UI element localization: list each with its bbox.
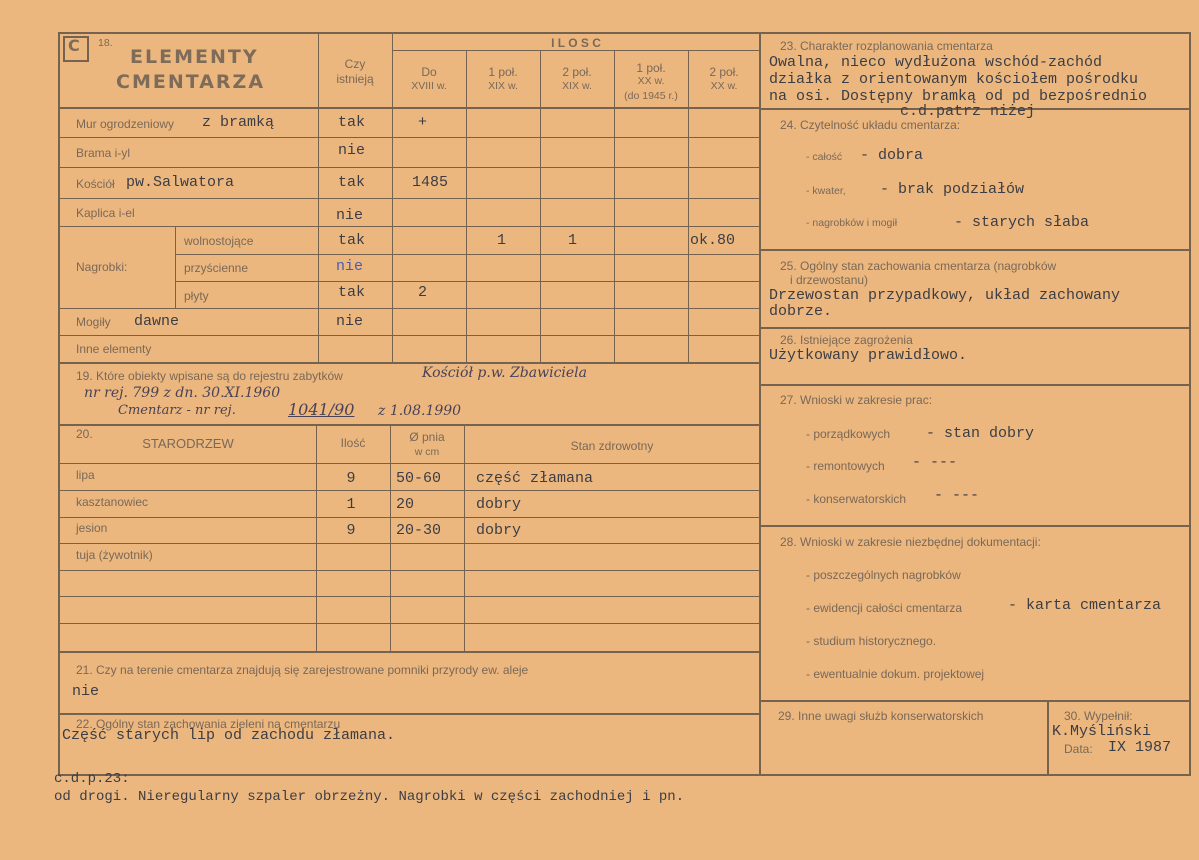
s23-line1: Owalna, nieco wydłużona wschód-zachód [769,54,1103,71]
s19-label: 19. Które obiekty wpisane są do rejestru zabytków [76,369,343,383]
col-istnieja: istnieją [336,72,374,86]
col-1pol-xix: 1 poł. [488,65,518,79]
section-number: 18. [98,37,113,49]
row-plyty-label: płyty [184,289,209,303]
tree-stan: dobry [476,496,522,513]
tree-name: jesion [76,521,108,535]
s21-answer: nie [72,683,100,700]
row-wolnostojace-1pol-xix: 1 [497,232,507,249]
col-1pol-xx: 1 poł. [636,61,666,75]
s19-hw-line1: Kościół p.w. Zbawiciela [422,365,587,381]
s19-hw-line3c: z 1.08.1990 [378,403,462,419]
row-wolnostojace-2pol-xix: 1 [568,232,578,249]
tree-pnia: 50-60 [396,470,442,487]
s30-label: 30. Wypełnił: [1064,709,1133,723]
s26-label: 26. Istniejące zagrożenia [780,333,913,347]
col-1pol-xx-note: (do 1945 r.) [624,90,678,102]
row-kaplica-czy: nie [336,207,364,224]
row-plyty-do-xviii: 2 [418,284,428,301]
s29-label: 29. Inne uwagi służb konserwatorskich [778,709,984,723]
s19-hw-line3a: Cmentarz - nr rej. [118,403,236,418]
tree-name: tuja (żywotnik) [76,548,153,562]
footer-line2: od drogi. Nieregularny szpaler obrzeżny. Nagrobki w części zachodniej i pn. [54,789,685,805]
s20-title: STARODRZEW [142,436,234,451]
s20-num: 20. [76,427,93,441]
s24-kwater-val: - brak podziałów [880,181,1025,198]
s19-hw-line2: nr rej. 799 z dn. 30.XI.1960 [84,385,281,401]
s22-label: 22. Ogólny stan zachowania zieleni na cmentarzu [76,717,341,731]
tree-ilosc: 9 [346,470,356,487]
tree-ilosc: 1 [346,496,356,513]
row-wolnostojace-label: wolnostojące [184,234,254,248]
row-brama-czy: nie [338,142,366,159]
s23-line2: działka z orientowanym kościołem pośrodku [769,71,1139,88]
tree-name: lipa [76,468,95,482]
s28-item4: - ewentualnie dokum. projektowej [806,667,985,681]
s19-hw-line3b: 1041/90 [288,400,355,419]
s24-calosc-val: - dobra [860,147,924,164]
s22-answer: Część starych lip od zachodu złamana. [62,727,396,744]
s20-col-pnia: Ø pnia [409,430,445,444]
row-brama-label: Brama i-yl [76,146,131,160]
s27-kons-label: - konserwatorskich [806,492,907,506]
s25-line2: dobrze. [769,303,833,320]
s23-line3: na osi. Dostępny bramką od pd bezpośrednio [769,88,1148,105]
row-nagrobki-label: Nagrobki: [76,260,128,274]
s24-nagrobkow-val: - starych słaba [954,214,1090,231]
col-2pol-xx: 2 poł. [709,65,739,79]
s25-line1: Drzewostan przypadkowy, układ zachowany [769,287,1121,304]
row-mur-label: Mur ogrodzeniowy [76,117,175,131]
s24-label: 24. Czytelność układu cmentarza: [780,118,961,132]
row-wolnostojace-2pol-xx: ok.80 [690,232,736,249]
row-mur-do-xviii: + [418,114,428,131]
row-mogily-label: Mogiły [76,315,111,329]
s28-label: 28. Wnioski w zakresie niezbędnej dokumentacji: [780,535,1041,549]
tree-ilosc: 9 [346,522,356,539]
s27-kons-val: - --- [934,487,980,504]
s24-nagrobkow-label: - nagrobków i mogił [806,217,898,229]
tree-pnia: 20-30 [396,522,442,539]
row-wolnostojace-czy: tak [338,232,366,249]
tree-pnia: 20 [396,496,415,513]
tree-stan: część złamana [476,470,594,487]
section-title-line1: ELEMENTY [130,46,259,68]
row-kosciol-note: pw.Salwatora [126,174,235,191]
tree-name: kasztanowiec [76,495,149,509]
s27-label: 27. Wnioski w zakresie prac: [780,393,933,407]
row-przyscienne-label: przyścienne [184,261,249,275]
col-2pol-xix: 2 poł. [562,65,592,79]
row-mogily-note: dawne [134,313,180,330]
s28-item2: - ewidencji całości cmentarza [806,601,963,615]
col-do-xviii-sub: XVIII w. [411,80,447,92]
col-czy: Czy [344,57,366,71]
s21-label: 21. Czy na terenie cmentarza znajdują się zarejestrowane pomniki przyrody ew. aleje [76,663,529,677]
s24-kwater-label: - kwater, [806,185,846,197]
s20-col-stan: Stan zdrowotny [570,439,654,453]
s20-col-pnia-sub: w cm [414,446,440,458]
section-title-line2: CMENTARZA [116,71,266,93]
s23-line4: c.d.patrz niżej [900,103,1036,120]
s30-data-label: Data: [1064,742,1093,756]
s20-col-ilosc: Ilość [340,436,366,450]
s27-porz-val: - stan dobry [926,425,1035,442]
row-inne-label: Inne elementy [76,342,152,356]
row-przyscienne-czy: nie [336,258,364,275]
s26-answer: Użytkowany prawidłowo. [769,347,968,364]
s27-rem-label: - remontowych [806,459,885,473]
s28-item3: - studium historycznego. [806,634,937,648]
row-mur-czy: tak [338,114,366,131]
row-mogily-czy: nie [336,313,364,330]
col-2pol-xix-sub: XIX w. [562,80,592,92]
col-1pol-xix-sub: XIX w. [488,80,518,92]
section-letter: C [68,36,82,55]
col-2pol-xx-sub: XX w. [710,80,738,92]
col-1pol-xx-sub: XX w. [637,75,665,87]
row-kosciol-czy: tak [338,174,366,191]
col-ilosc: I L O S C [551,36,601,50]
footer-line1: c.d.p.23: [54,771,130,787]
s25-label2: i drzewostanu) [790,273,869,287]
s23-label: 23. Charakter rozplanowania cmentarza [780,39,993,53]
s27-rem-val: - --- [912,454,958,471]
s30-data-val: IX 1987 [1108,739,1172,756]
row-plyty-czy: tak [338,284,366,301]
s28-item2-val: - karta cmentarza [1008,597,1162,614]
s28-item1: - poszczególnych nagrobków [806,568,961,582]
row-kosciol-do-xviii: 1485 [412,174,449,191]
s30-name: K.Myśliński [1052,723,1152,740]
row-kaplica-label: Kaplica i-el [76,206,135,220]
row-mur-note: z bramką [202,114,275,131]
s25-label1: 25. Ogólny stan zachowania cmentarza (nagrobków [780,259,1057,273]
row-kosciol-label: Kościół [76,177,115,191]
tree-stan: dobry [476,522,522,539]
s24-calosc-label: - całość [806,151,843,163]
col-do-xviii: Do [421,65,437,79]
s27-porz-label: - porządkowych [806,427,891,441]
